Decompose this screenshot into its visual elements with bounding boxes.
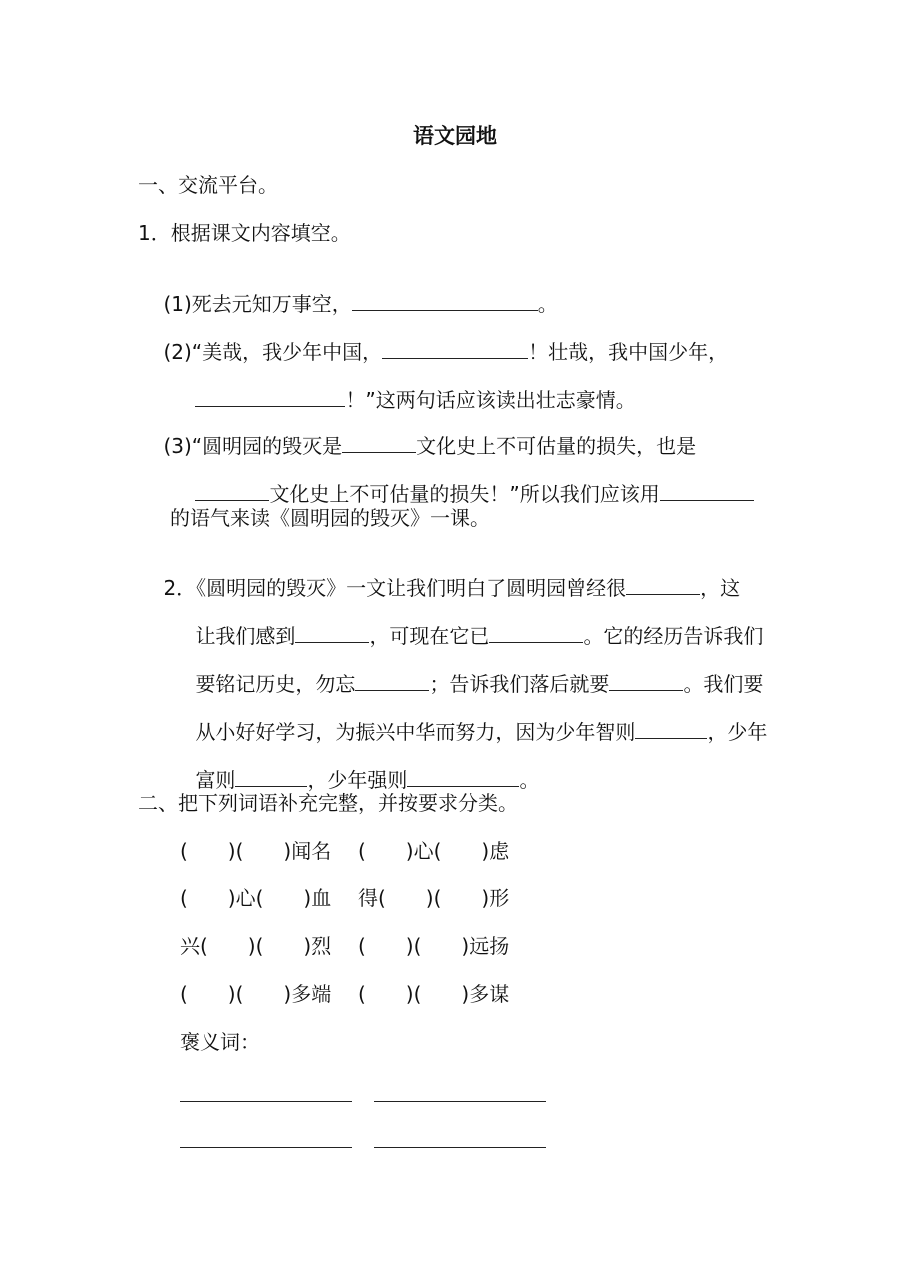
q2-text-i: 从小好好学习，为振兴中华而努力，因为少年智则 bbox=[195, 720, 636, 744]
q2-text-h: 。我们要 bbox=[683, 672, 764, 696]
answer-blank[interactable] bbox=[660, 482, 754, 501]
idiom-item[interactable]: ( )( )闻名 bbox=[180, 839, 332, 863]
q1-stem: 1．根据课文内容填空。 bbox=[138, 221, 351, 245]
page-title: 语文园地 bbox=[413, 124, 497, 148]
section2-heading: 二、把下列词语补充完整，并按要求分类。 bbox=[138, 791, 518, 815]
answer-line[interactable] bbox=[374, 1101, 546, 1102]
category-label: 褒义词： bbox=[180, 1030, 260, 1054]
answer-blank[interactable] bbox=[235, 768, 307, 787]
answer-blank[interactable] bbox=[195, 482, 269, 501]
answer-blank[interactable] bbox=[352, 292, 538, 311]
q1-item2-text-b: ！壮哉，我中国少年， bbox=[528, 340, 729, 364]
q2-text-k: 富则 bbox=[195, 768, 236, 792]
q1-item3-text-b: 文化史上不可估量的损失，也是 bbox=[416, 434, 697, 458]
answer-line[interactable] bbox=[180, 1147, 352, 1148]
q1-item2-text-c: ！”这两句话应该读出壮志豪情。 bbox=[345, 388, 636, 412]
q1-item1-end: 。 bbox=[537, 292, 558, 316]
answer-blank[interactable] bbox=[342, 434, 416, 453]
q2-text-b: ，这 bbox=[700, 576, 741, 600]
q2-text-e: 。它的经历告诉我们 bbox=[583, 624, 764, 648]
answer-line[interactable] bbox=[180, 1101, 352, 1102]
answer-blank[interactable] bbox=[295, 624, 369, 643]
q2-text-g: ；告诉我们落后就要 bbox=[429, 672, 610, 696]
answer-blank[interactable] bbox=[382, 340, 528, 359]
q1-item1-text: (1)死去元知万事空， bbox=[163, 292, 352, 316]
answer-blank[interactable] bbox=[407, 768, 519, 787]
q1-item3-text-c: 文化史上不可估量的损失！”所以我们应该用 bbox=[269, 482, 660, 506]
answer-blank[interactable] bbox=[635, 720, 707, 739]
idiom-item[interactable]: ( )心( )血 bbox=[180, 886, 332, 910]
answer-blank[interactable] bbox=[355, 672, 429, 691]
answer-blank[interactable] bbox=[609, 672, 683, 691]
q2-text-c: 让我们感到 bbox=[195, 624, 296, 648]
idiom-item[interactable]: 兴( )( )烈 bbox=[180, 934, 332, 958]
idiom-item[interactable]: 得( )( )形 bbox=[358, 886, 510, 910]
idiom-item[interactable]: ( )( )远扬 bbox=[358, 934, 510, 958]
answer-blank[interactable] bbox=[626, 576, 700, 595]
q2-text-f: 要铭记历史，勿忘 bbox=[195, 672, 356, 696]
answer-blank[interactable] bbox=[195, 388, 345, 407]
answer-line[interactable] bbox=[374, 1147, 546, 1148]
answer-blank[interactable] bbox=[489, 624, 583, 643]
q2-text-d: ，可现在它已 bbox=[369, 624, 490, 648]
q1-item3-line3: 的语气来读《圆明园的毁灭》一课。 bbox=[170, 506, 490, 530]
section1-heading: 一、交流平台。 bbox=[138, 173, 278, 197]
q2-text-a: 2．《圆明园的毁灭》一文让我们明白了圆明园曾经很 bbox=[163, 576, 627, 600]
q2-text-j: ，少年 bbox=[707, 720, 768, 744]
q2-text-l: ，少年强则 bbox=[307, 768, 408, 792]
q1-item2-text-a: (2)“美哉，我少年中国， bbox=[163, 340, 383, 364]
q1-item3-text-a: (3)“圆明园的毁灭是 bbox=[163, 434, 343, 458]
idiom-item[interactable]: ( )心( )虑 bbox=[358, 839, 510, 863]
idiom-item[interactable]: ( )( )多端 bbox=[180, 982, 332, 1006]
q2-text-m: 。 bbox=[519, 768, 540, 792]
idiom-item[interactable]: ( )( )多谋 bbox=[358, 982, 510, 1006]
